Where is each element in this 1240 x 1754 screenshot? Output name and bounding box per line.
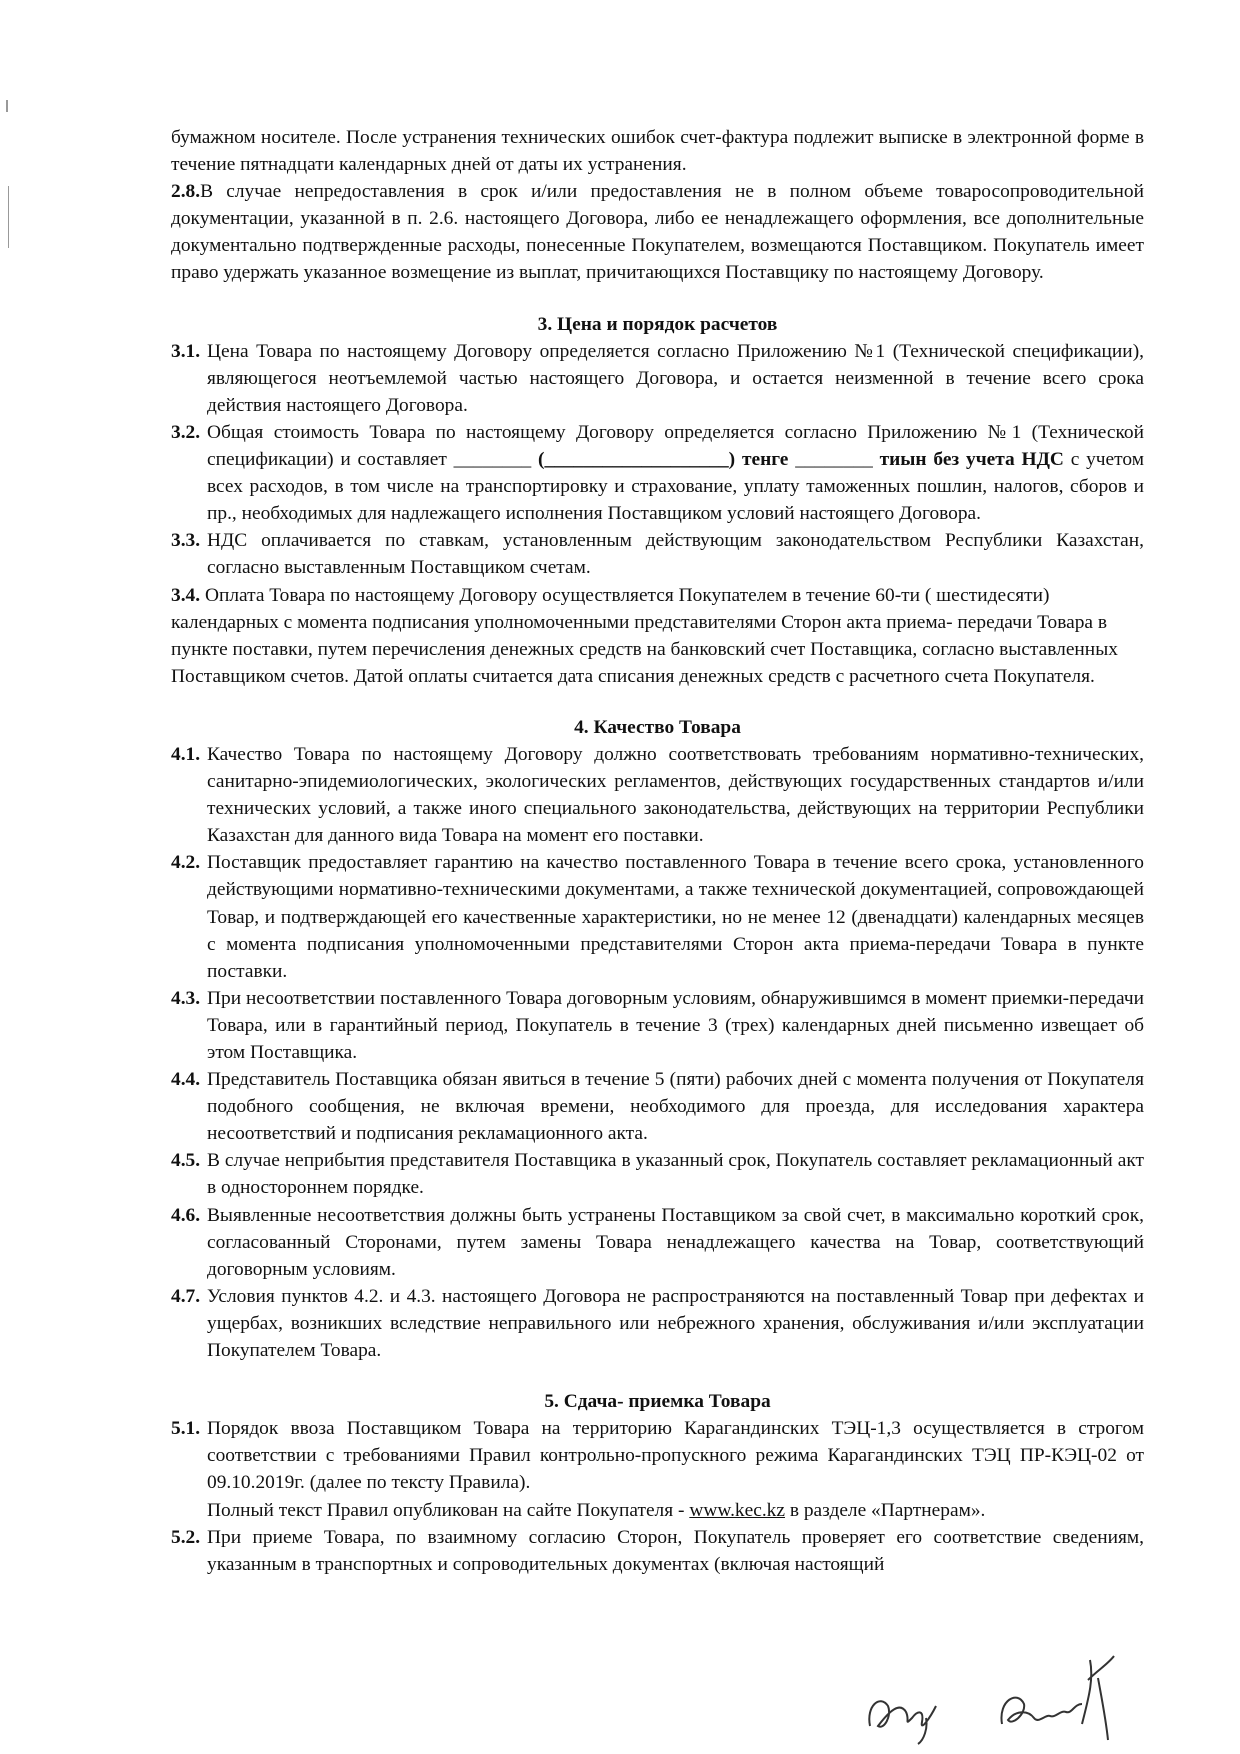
clause-2-8: [171, 178, 1144, 286]
clause-text: Выявленные несоответствия должны быть устранены Поставщиком за свой счет, в максимально короткий срок, согласованный Сторонами, путем замены Товара ненадлежащего качества на Товар, соответствующий договорным условиям.: [207, 1204, 1144, 1280]
clause-number: 5.1.: [171, 1418, 201, 1440]
clause-text-part: Полный текст Правил опубликован на сайте Покупателя -: [207, 1499, 685, 1521]
clause-text: Оплата Товара по настоящему Договору осуществляется Покупателем в течение 60-ти ( шестидесяти) календарных с момента подписания уполномоченными представителями Сторон акта приема- передачи Товара в пункте поставки, путем перечисления денежных средств на банковский счет Поставщика, согласно выставленных Поставщиком счетов. Датой оплаты считается дата списания денежных средств с расчетного счета Покупателя.: [171, 584, 1118, 687]
clause-text: В случае неприбытия представителя Поставщика в указанный срок, Покупатель составляет рекламационный акт в одностороннем порядке.: [207, 1150, 1144, 1199]
tiyn-without-vat: тиын без учета НДС: [879, 449, 1064, 471]
clause-4-2: [171, 849, 1144, 984]
clause-text: Условия пунктов 4.2. и 4.3. настоящего Договора не распространяются на поставленный Товар при дефектах и ущербах, возникших вследствие неправильного или небрежного хранения, обслуживания и/или эксплуатации Покупателем Товара.: [207, 1285, 1144, 1362]
clause-number: 4.1.: [171, 743, 201, 765]
clause-number: 3.3.: [171, 530, 201, 552]
clause-text-part: с учетом всех расходов, в том числе на транспортировку и страхование, уплату таможенных пошлин, налогов, сборов и пр., необходимых для надлежащего исполнения Поставщиком условий настоящего Договора.: [207, 449, 1144, 525]
signature-supplier-image: [990, 1640, 1120, 1750]
clause-text: Качество Товара по настоящему Договору должно соответствовать требованиям нормативно-технических, санитарно-эпидемиологических, экологических регламентов, действующих государственных стандартов и/или технических условий, а также иного специального законодательства, действующих на территории Республики Казахстан для данного вида Товара на момент его поставки.: [207, 743, 1144, 847]
clause-text: Представитель Поставщика обязан явиться в течение 5 (пяти) рабочих дней с момента получения от Покупателя подобного сообщения, не включая времени, необходимого для проезда, для исследования характера несоответствий и подписания рекламационного акта.: [207, 1069, 1144, 1145]
clause-text: При несоответствии поставленного Товара договорным условиям, обнаружившимся в момент приемки-передачи Товара, или в гарантийный период, Покупатель в течение 3 (трех) календарных дней письменно извещает об этом Поставщика.: [207, 987, 1144, 1063]
section-3-title: 3. Цена и порядок расчетов: [537, 313, 778, 335]
clause-number: 5.2.: [171, 1526, 201, 1548]
tiyn-blank: ________: [795, 449, 873, 471]
scan-margin-mark: [8, 186, 9, 248]
clause-text-part: Порядок ввоза Поставщиком Товара на территорию Карагандинских ТЭЦ-1,3 осуществляется в строгом соответствии с требованиями Правил контрольно-пропускного режима Карагандинских ТЭЦ ПР-КЭЦ-02 от 09.10.2019г. (далее по тексту Правила).: [207, 1418, 1144, 1494]
clause-4-7: [171, 1283, 1144, 1364]
clause-3-2: [171, 419, 1144, 527]
section-4-title: 4. Качество Товара: [574, 716, 741, 738]
clause-number: 3.4.: [171, 584, 201, 606]
clause-4-4: [171, 1066, 1144, 1147]
amount-words-blank: (___________________): [538, 449, 736, 471]
intro-paragraph: бумажном носителе. После устранения технических ошибок счет-фактура подлежит выписке в электронной форме в течение пятнадцати календарных дней от даты их устранения.: [171, 127, 1144, 176]
clause-3-4: [171, 582, 1144, 690]
clause-text-part: Общая стоимость Товара по настоящему Договору определяется согласно Приложению №1 (Технической спецификации) и составляет: [207, 421, 1144, 471]
section-5-title: 5. Сдача- приемка Товара: [544, 1391, 771, 1413]
clause-4-1: [171, 741, 1144, 849]
clause-number: 4.5.: [171, 1150, 201, 1172]
clause-3-1: [171, 338, 1144, 419]
clause-4-3: [171, 985, 1144, 1066]
clause-number: 4.2.: [171, 852, 201, 874]
clause-4-6: [171, 1202, 1144, 1283]
clause-5-2: [171, 1524, 1144, 1578]
signature-buyer-image: [860, 1666, 950, 1746]
clause-3-3: [171, 527, 1144, 581]
amount-blank: ________: [453, 449, 532, 471]
clause-text: НДС оплачивается по ставкам, установленным действующим законодательством Республики Казахстан, согласно выставленным Поставщиком счетам.: [207, 530, 1144, 579]
scan-margin-mark: [6, 100, 8, 112]
clause-5-1: [171, 1415, 1144, 1523]
clause-text: [207, 1415, 1144, 1523]
clause-text: Поставщик предоставляет гарантию на качество поставленного Товара в течение всего срока, установленного действующими нормативно-техническими документами, а также технической документацией, сопровождающей Товар, и подтверждающей его качественные характеристики, но не менее 12 (двенадцати) календарных месяцев с момента подписания уполномоченными представителями Сторон акта приема-передачи Товара в пункте поставки.: [207, 852, 1144, 982]
clause-text: При приеме Товара, по взаимному согласию Сторон, Покупатель проверяет его соответствие сведениям, указанным в транспортных и сопроводительных документах (включая настоящий: [207, 1526, 1144, 1575]
clause-text: В случае непредоставления в срок и/или предоставления не в полном объеме товаросопроводительной документации, указанной в п. 2.6. настоящего Договора, либо ее ненадлежащего оформления, все дополнительные документально подтвержденные расходы, понесенные Покупателем, возмещаются Поставщиком. Покупатель имеет право удержать указанное возмещение из выплат, причитающихся Поставщику по настоящему Договору.: [171, 181, 1144, 284]
document-page: [171, 124, 1144, 1578]
website-link[interactable]: www.kec.kz: [689, 1499, 785, 1521]
clause-text: [207, 419, 1144, 527]
clause-number: 4.7.: [171, 1285, 201, 1307]
clause-number: 2.8.: [171, 181, 201, 203]
clause-number: 3.1.: [171, 340, 201, 362]
clause-text-part: в разделе «Партнерам».: [789, 1499, 986, 1521]
clause-number: 4.4.: [171, 1069, 201, 1091]
currency-tenge: тенге: [741, 449, 789, 471]
clause-number: 4.6.: [171, 1204, 201, 1226]
clause-text: Цена Товара по настоящему Договору определяется согласно Приложению №1 (Технической спецификации), являющегося неотъемлемой частью настоящего Договора, и остается неизменной в течение всего срока действия настоящего Договора.: [207, 340, 1144, 416]
clause-number: 4.3.: [171, 987, 201, 1009]
clause-number: 3.2.: [171, 421, 201, 443]
clause-4-5: [171, 1147, 1144, 1201]
